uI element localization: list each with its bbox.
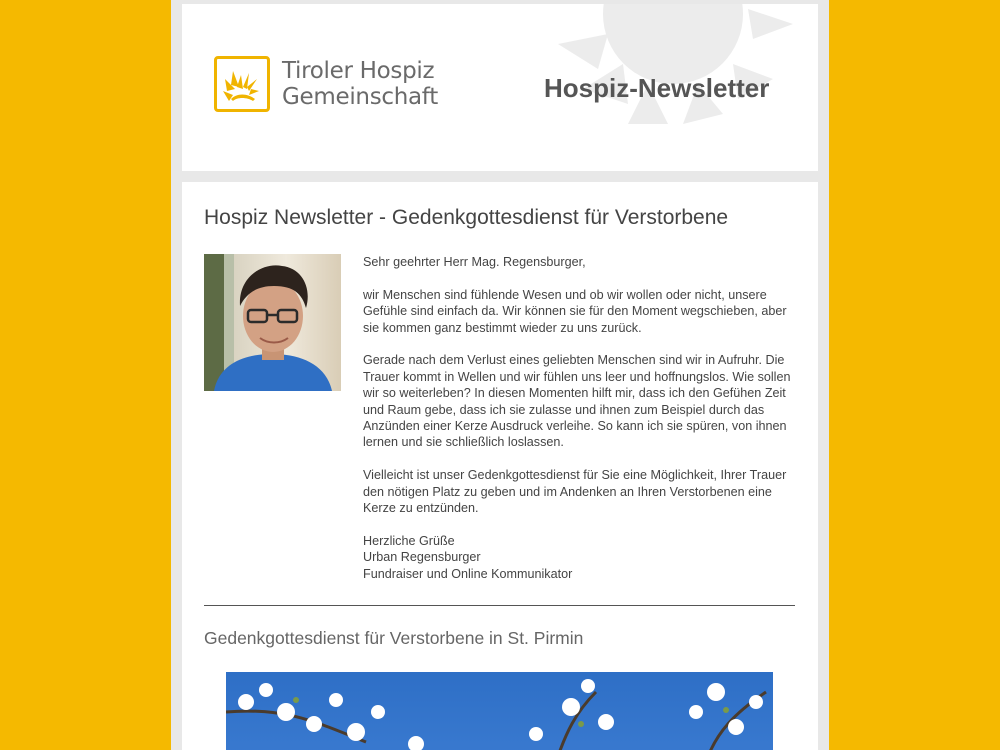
hospiz-logo[interactable] [214, 56, 438, 112]
letter-paragraph: wir Menschen sind fühlende Wesen und ob wir wollen oder nicht, unsere Gefühle sind einfach da. Wir können sie für den Moment wegschieben, aber sie kommen ganz bestimmt wieder zu uns zurück. [363, 287, 787, 335]
signature-name: Urban Regensburger [363, 550, 481, 565]
letter-closing: Herzliche Grüße [363, 533, 455, 548]
blossom-photo [226, 672, 773, 750]
section-title: Gedenkgottesdienst für Verstorbene in St. Pirmin [204, 628, 584, 648]
logo-line-2: Gemeinschaft [282, 84, 438, 110]
newsletter-title: Hospiz-Newsletter [544, 73, 770, 103]
newsletter-content [182, 182, 818, 750]
logo-wordmark [282, 58, 438, 110]
newsletter-header [182, 4, 818, 171]
signature-role: Fundraiser und Online Kommunikator [363, 566, 573, 581]
page-title: Hospiz Newsletter - Gedenkgottesdienst für Verstorbene [204, 206, 729, 229]
author-portrait [204, 254, 341, 391]
section-divider [204, 605, 795, 606]
logo-line-1: Tiroler Hospiz [282, 58, 435, 84]
letter-paragraph: Gerade nach dem Verlust eines geliebten Menschen sind wir in Aufruhr. Die Trauer kommt in Wellen und wir fühlen uns leer und hoffnungslos. Wie sollen wir so weiterleben? In diesen Momenten hilft mir, dass ich den Gefühen Zeit und Raum gebe, dass ich sie zulasse und ihnen zum Beispiel durch das Anzünden einer Kerze Ausdruck verleihe. So kann ich sie spüren, von ihnen lernen und sie schließlich loslassen. [363, 353, 791, 450]
letter-paragraph: Vielleicht ist unser Gedenkgottesdienst für Sie eine Möglichkeit, Ihrer Trauer den nötigen Platz zu geben und im Andenken an Ihren Verstorbenen eine Kerze zu entzünden. [363, 468, 787, 516]
letter-body [363, 254, 797, 582]
letter-greeting: Sehr geehrter Herr Mag. Regensburger, [363, 255, 586, 269]
sunflower-logo-icon [214, 56, 270, 112]
